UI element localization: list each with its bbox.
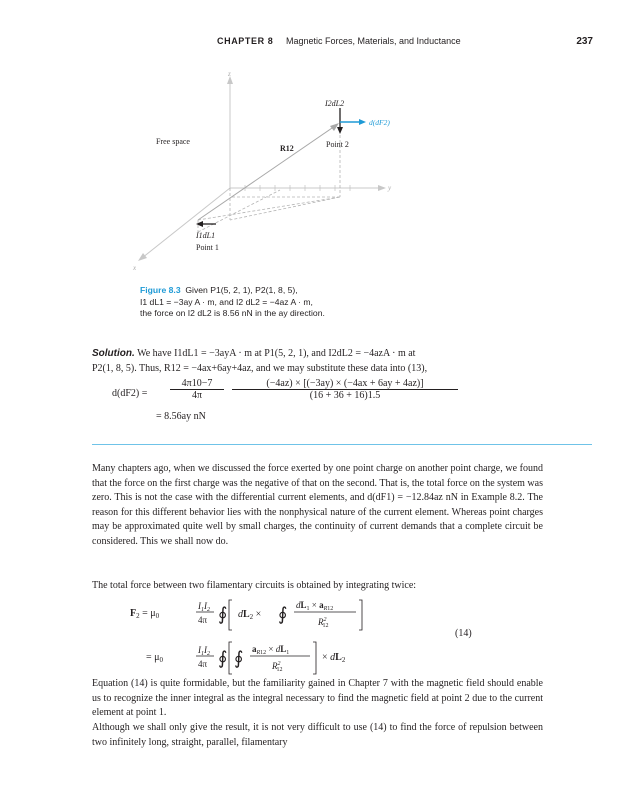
svg-text:dL1 × aR12: $dL_1 \times a_R12$ bbox=[296, 600, 334, 612]
svg-text:R212: $R^2$ 12 bbox=[272, 661, 283, 673]
svg-text:dL2 ×: $dL_2$ × bbox=[238, 609, 262, 621]
svg-text:∮: ∮ bbox=[218, 604, 228, 624]
i2dl2-arrow-head bbox=[337, 127, 343, 134]
svg-text:R212: $R^2$ 12 bbox=[318, 617, 329, 629]
chapter-title: Magnetic Forces, Materials, and Inductance bbox=[286, 36, 461, 46]
paragraph-2-text: The total force between two filamentary circuits is obtained by integrating twice: bbox=[92, 580, 417, 591]
caption-line3: the force on I2 dL2 is 8.56 nN in the ay direction. bbox=[140, 308, 325, 319]
i1dl1-arrow-head bbox=[196, 221, 203, 227]
free-space-label: Free space bbox=[156, 137, 190, 146]
running-header bbox=[0, 36, 627, 50]
figure-number: Figure 8.3 bbox=[140, 285, 181, 295]
r12-vector bbox=[198, 126, 335, 220]
paragraph-4 bbox=[92, 721, 543, 750]
eq-den1: 4π bbox=[191, 390, 203, 401]
svg-text:= μ0: = $\mu_0$ bbox=[146, 652, 164, 664]
svg-text:∮: ∮ bbox=[234, 648, 244, 668]
point1-label: Point 1 bbox=[196, 243, 219, 252]
svg-text:F2 = μ0: $F_2 = \mu_0$ bbox=[130, 608, 160, 620]
equation-number: (14) bbox=[455, 628, 472, 639]
point2-label: Point 2 bbox=[326, 140, 349, 149]
svg-text:4π: 4π bbox=[198, 615, 208, 625]
svg-text:∮: ∮ bbox=[218, 648, 228, 668]
df2-arrow-head bbox=[359, 119, 366, 125]
caption-line2: I1 dL1 = −3ay A · m, and I2 dL2 = −4az A · m, bbox=[140, 296, 313, 307]
svg-text:4π: 4π bbox=[198, 659, 208, 669]
eq-num2: (−4az) × [(−3ay) × (−4ax + 6ay + 4az)] bbox=[232, 378, 458, 390]
paragraph-4-text: Although we shall only give the result, it is not very difficult to use (14) to find the force of repulsion between two infinitely long, straight, parallel, filamentary bbox=[92, 722, 543, 748]
df2-label: d(dF2) bbox=[369, 118, 390, 127]
solution-line1: We have I1dL1 = −3ayA · m at P1(5, 2, 1), and I2dL2 = −4azA · m at bbox=[137, 348, 416, 359]
eq-num1: 4π10−7 bbox=[170, 378, 224, 390]
solution-block bbox=[92, 346, 542, 376]
equation-14 bbox=[130, 596, 390, 676]
figure-diagram bbox=[130, 70, 430, 280]
x-arrow-head bbox=[138, 253, 147, 261]
section-divider bbox=[92, 444, 592, 445]
svg-text:aR12 × dL1: $a_R12 \times dL_1$ bbox=[252, 644, 290, 656]
figure-caption bbox=[140, 285, 440, 320]
solution-line2: P2(1, 8, 5). Thus, R12 = −4ax+6ay+4az, and we may substitute these data into (13), bbox=[92, 363, 428, 374]
chapter-label: CHAPTER 8 bbox=[217, 36, 274, 46]
svg-text:I1I2: $I_1I_2$ bbox=[198, 601, 210, 613]
paragraph-1-text: Many chapters ago, when we discussed the force exerted by one point charge on another point charge, we found that the force on the first charge was the negative of that on the second. That is, the total force on the system was zero. This is not the case with the differential current elements, and d(dF1) = −12.84az nN in Example 8.2. The reason for this different behavior lies with the nonphysical nature of the current element. Whereas point charges may be approximated quite well by small charges, the continuity of current demands that a complete circuit be considered. This we shall now do. bbox=[92, 463, 543, 547]
paragraph-3-text: Equation (14) is quite formidable, but the familiarity gained in Chapter 7 with the magnetic field should enable us to recognize the inner integral as the integral necessary to find the magnetic field at point 2 due to the current element at point 1. bbox=[92, 678, 543, 719]
page-number: 237 bbox=[576, 36, 593, 47]
eq-frac2 bbox=[232, 378, 458, 401]
svg-text:× dL2: × $dL_2$ bbox=[322, 652, 346, 664]
y-arrow-head bbox=[378, 185, 386, 191]
paragraph-3 bbox=[92, 677, 543, 721]
solution-label: Solution. bbox=[92, 348, 135, 359]
svg-text:∮: ∮ bbox=[278, 604, 288, 624]
x-axis-label: x bbox=[133, 264, 137, 272]
paragraph-1 bbox=[92, 462, 543, 550]
eq-result: = 8.56ay nN bbox=[156, 411, 206, 422]
svg-text:I1I2: $I_1I_2$ bbox=[198, 645, 210, 657]
paragraph-2 bbox=[92, 579, 543, 594]
eq-lhs: d(dF2) = bbox=[112, 388, 148, 399]
z-axis-label: z bbox=[228, 70, 231, 78]
i1dl1-label: I1dL1 bbox=[196, 231, 216, 240]
construction-lines bbox=[198, 135, 340, 232]
eq-den2: (16 + 36 + 16)1.5 bbox=[309, 390, 381, 401]
eq-frac1 bbox=[170, 378, 224, 401]
r12-label: R12 bbox=[280, 144, 294, 153]
caption-line1: Given P1(5, 2, 1), P2(1, 8, 5), bbox=[185, 285, 298, 295]
i2dl2-label: I2dL2 bbox=[325, 99, 345, 108]
y-axis-label: y bbox=[388, 184, 392, 192]
